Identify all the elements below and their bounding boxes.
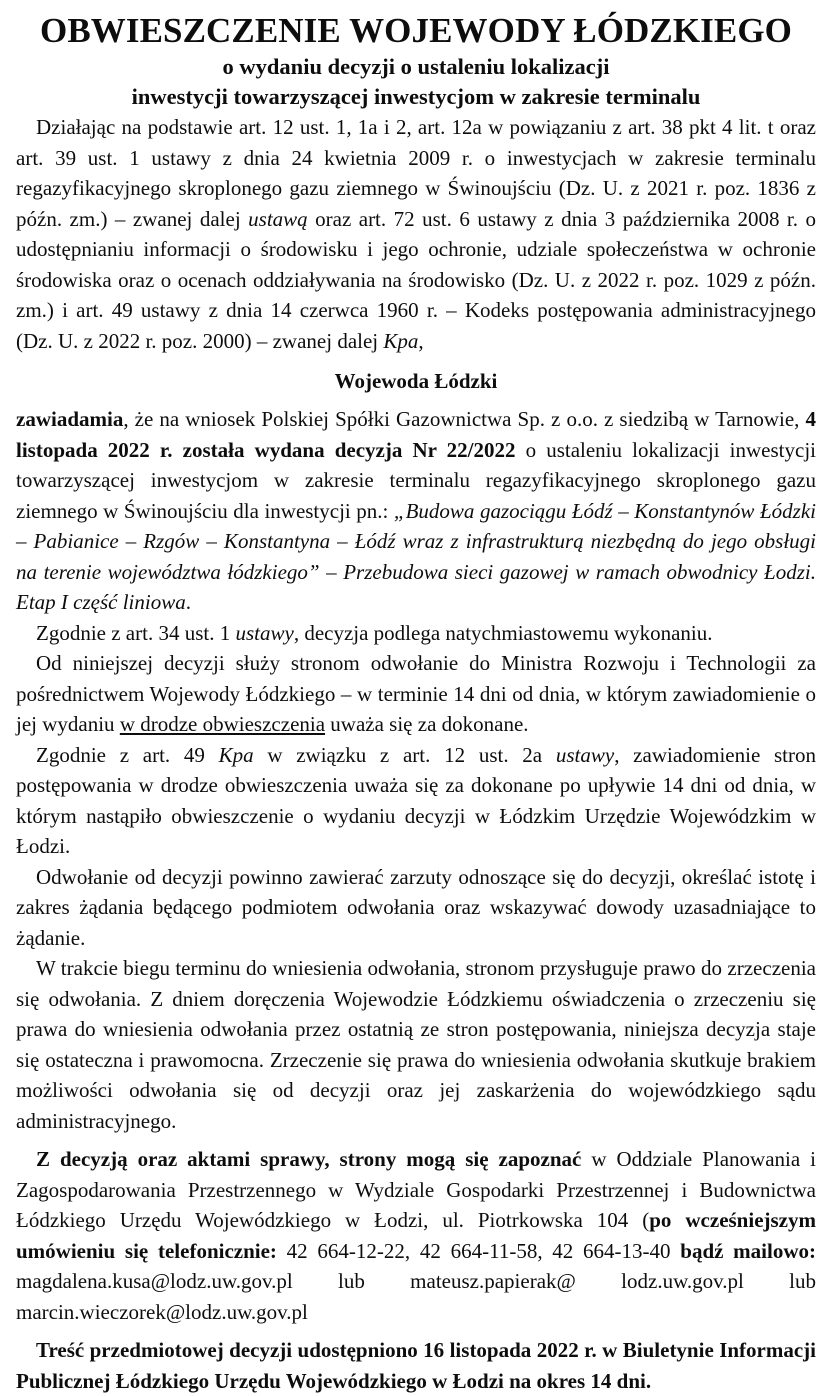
announcement-document: [16, 10, 816, 1396]
appeal-paragraph: [16, 648, 816, 740]
appeal-text-1: Od niniejszej decyzji służy stronom odwołanie do Ministra Rozwoju i Technologii za pośrednictwem Wojewody Łódzkiego – w terminie 14 dni od dnia, w którym zawiadomienie o jej wydaniu: [16, 651, 816, 736]
subtitle-line-2: inwestycji towarzyszącej inwestycjom w zakresie terminalu: [131, 84, 701, 109]
execution-text-2: , decyzja podlega natychmiastowemu wykonaniu.: [293, 620, 713, 645]
art49-text-2: w związku z art. 12 ust. 2a: [253, 742, 556, 767]
subtitle-line-1: o wydaniu decyzji o ustaleniu lokalizacji: [222, 54, 610, 79]
notice-verb: zawiadamia: [16, 407, 124, 431]
art49-ustawy-term: ustawy: [555, 742, 615, 767]
legal-basis-text-2: oraz art. 72 ust. 6 ustawy z dnia 3 października 2008 r. o udostępnianiu informacji o środowisku i jego ochronie, udziale społeczeństwa w ochronie środowiska oraz o ocenach oddziaływania na środowisko (Dz. U. z 2022 r. poz. 1029 z późn. zm.) i art. 49 ustawy z dnia 14 czerwca 1960 r. – Kodeks postępowania administracyjnego (Dz. U. z 2022 r. poz. 2000) – zwanej dalej: [16, 206, 816, 353]
execution-text-1: Zgodnie z art. 34 ust. 1: [36, 620, 236, 645]
appeal-underlined-phrase: w drodze obwieszczenia: [119, 712, 326, 736]
notice-paragraph: [16, 404, 816, 618]
execution-paragraph: [16, 618, 816, 649]
art49-text-3: , zawiadomienie stron postępowania w drodze obwieszczenia uważa się za dokonane po upływie 14 dni od dnia, w którym nastąpiło obwieszczenie o wydaniu decyzji w Łódzkim Urzędzie Wojewódzkim w Łodzi.: [16, 742, 817, 858]
legal-basis-paragraph: [16, 112, 816, 356]
access-bold-1: Z decyzją oraz aktami sprawy, strony mogą się zapoznać: [36, 1147, 582, 1171]
kpa-term: Kpa: [383, 328, 419, 353]
page-title: OBWIESZCZENIE WOJEWODY ŁÓDZKIEGO: [40, 11, 792, 50]
appeal-content-paragraph: Odwołanie od decyzji powinno zawierać zarzuty odnoszące się do decyzji, określać istotę i zakres żądania będącego podmiotem odwołania oraz wskazywać dowody uzasadniające to żądanie.: [16, 864, 816, 950]
investment-name: „Budowa gazociągu Łódź – Konstantynów Łódzki – Pabianice – Rzgów – Konstantyna – Łódź wraz z infrastrukturą niezbędną do jego obsługi na terenie województwa łódzkiego” – Przebudowa sieci gazowej w ramach obwodnicy Łodzi. Etap I część liniowa: [16, 498, 816, 614]
art49-text-1: Zgodnie z art. 49: [36, 742, 219, 767]
access-phone-numbers: 42 664-12-22, 42 664-11-58, 42 664-13-40: [276, 1238, 681, 1263]
spacer: [16, 1136, 816, 1144]
appeal-text-2: uważa się za dokonane.: [325, 712, 529, 736]
access-bold-email: bądź mailowo:: [680, 1238, 816, 1263]
art49-kpa-term: Kpa: [218, 742, 254, 767]
notice-text-1: , że na wniosek Polskiej Spółki Gazownictwa Sp. z o.o. z siedzibą w Tarnowie,: [123, 407, 806, 431]
access-bold-phone: po wcześniejszym umówieniu się telefonicznie:: [16, 1208, 816, 1263]
art49-paragraph: [16, 740, 816, 862]
notice-text-2: o ustaleniu lokalizacji inwestycji towarzyszącej inwestycjom w zakresie terminalu regazyfikacyjnego skroplonego gazu ziemnego w Świnoujściu dla inwestycji pn.:: [16, 437, 816, 523]
ustawa-term: ustawą: [248, 206, 308, 231]
authority-heading: Wojewoda Łódzki: [334, 369, 498, 393]
legal-basis-text-1: Działając na podstawie art. 12 ust. 1, 1a i 2, art. 12a w powiązaniu z art. 38 pkt 4 lit. t oraz art. 39 ust. 1 ustawy z dnia 24 kwietnia 2009 r. o inwestycjach w zakresie terminalu regazyfikacyjnego skroplonego gazu ziemnego w Świnoujściu (Dz. U. z 2021 r. poz. 1836 z późn. zm.) – zwanej dalej: [16, 115, 816, 231]
decision-date-number: 4 listopada 2022 r. została wydana decyzja Nr 22/2022: [16, 407, 816, 462]
waiver-paragraph: W trakcie biegu terminu do wniesienia odwołania, stronom przysługuje prawo do zrzeczenia się odwołania. Z dniem doręczenia Wojewodzie Łódzkiemu oświadczenia o zrzeczeniu się prawa do wniesienia odwołania przez ostatnią ze stron postępowania, niniejsza decyzja staje się ostateczna i prawomocna. Zrzeczenie się prawa do wniesienia odwołania skutkuje brakiem możliwości odwołania się od decyzji oraz jej zaskarżenia do wojewódzkiego sądu administracyjnego.: [16, 956, 816, 1133]
access-email-addresses: magdalena.kusa@lodz.uw.gov.pl lub mateusz.papierak@ lodz.uw.gov.pl lub marcin.wieczorek@lodz.uw.gov.pl: [16, 1269, 816, 1324]
access-paragraph: [16, 1144, 816, 1327]
publication-paragraph: Treść przedmiotowej decyzji udostępniono 16 listopada 2022 r. w Biuletynie Informacji Publicznej Łódzkiego Urzędu Wojewódzkiego w Łodzi na okres 14 dni.: [16, 1338, 816, 1393]
access-text-1: w Oddziale Planowania i Zagospodarowania Przestrzennego w Wydziale Gospodarki Przestrzennej i Budownictwa Łódzkiego Urzędu Wojewódzkiego w Łodzi, ul. Piotrkowska 104 (: [16, 1147, 816, 1232]
ustawy-term: ustawy: [235, 620, 294, 645]
spacer: [16, 1327, 816, 1335]
notice-text-3: .: [185, 590, 191, 614]
legal-basis-text-3: ,: [418, 328, 424, 353]
